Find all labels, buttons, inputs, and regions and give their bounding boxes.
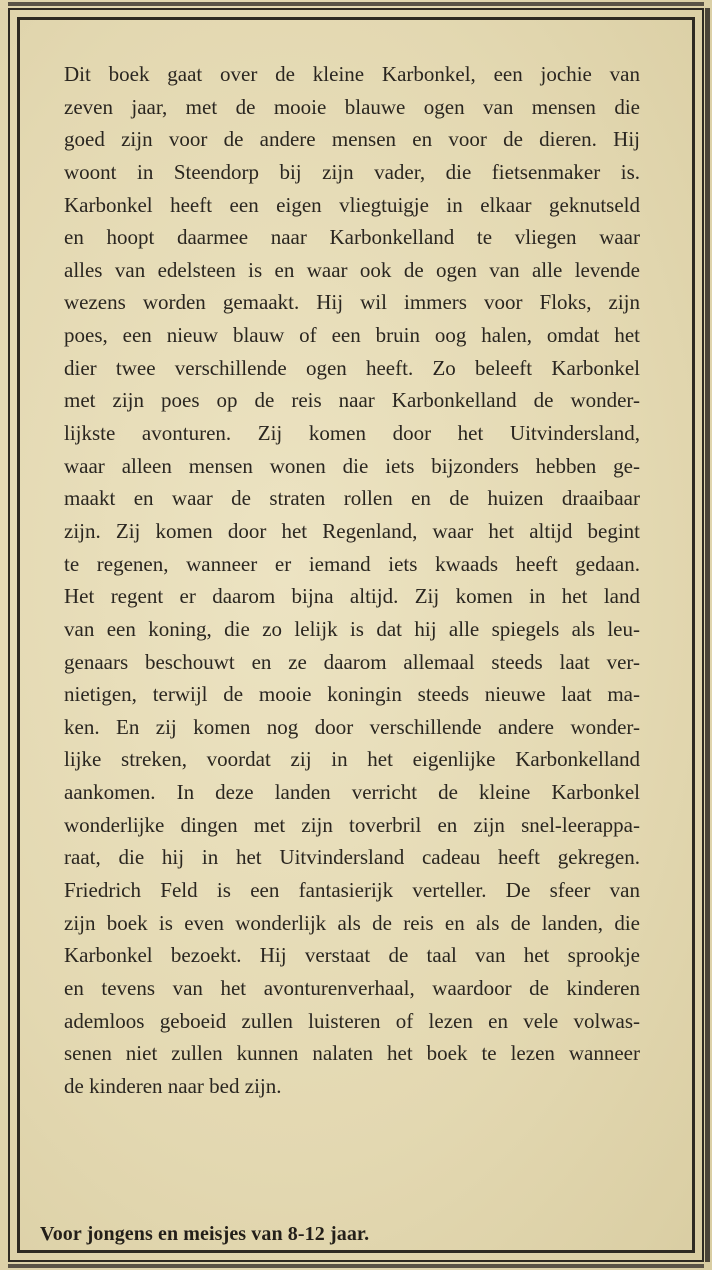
- description-line: Karbonkel heeft een eigen vliegtuigje in elkaar geknutseld: [64, 192, 640, 217]
- description-line: ademloos geboeid zullen luisteren of lezen en vele volwas-: [64, 1008, 640, 1033]
- book-description: [64, 58, 640, 1103]
- description-line: wezens worden gemaakt. Hij wil immers voor Floks, zijn: [64, 290, 640, 315]
- description-line: goed zijn voor de andere mensen en voor de dieren. Hij: [64, 127, 640, 152]
- description-line: lijke streken, voordat zij in het eigenlijke Karbonkelland: [64, 747, 640, 772]
- description-line: alles van edelsteen is en waar ook de ogen van alle levende: [64, 257, 640, 282]
- description-line: Dit boek gaat over de kleine Karbonkel, een jochie van: [64, 62, 640, 86]
- description-line: en tevens van het avonturenverhaal, waardoor de kinderen: [64, 975, 640, 1000]
- description-line: ken. En zij komen nog door verschillende andere wonder-: [64, 714, 640, 739]
- frame-right-edge: [705, 8, 710, 1262]
- description-line: waar alleen mensen wonen die iets bijzonders hebben ge-: [64, 453, 640, 478]
- description-line: zijn. Zij komen door het Regenland, waar het altijd begint: [64, 518, 640, 543]
- description-line: senen niet zullen kunnen nalaten het boek te lezen wanneer: [64, 1041, 640, 1066]
- description-line: de kinderen naar bed zijn.: [64, 1073, 282, 1098]
- description-line: maakt en waar de straten rollen en de huizen draaibaar: [64, 486, 640, 511]
- description-line: dier twee verschillende ogen heeft. Zo beleeft Karbonkel: [64, 355, 640, 380]
- description-line: en hoopt daarmee naar Karbonkelland te vliegen waar: [64, 225, 640, 250]
- description-line: poes, een nieuw blauw of een bruin oog halen, omdat het: [64, 323, 640, 348]
- age-recommendation: Voor jongens en meisjes van 8-12 jaar.: [40, 1223, 370, 1245]
- frame-bottom-edge: [8, 1264, 704, 1268]
- description-line: aankomen. In deze landen verricht de kleine Karbonkel: [64, 780, 640, 805]
- description-line: Het regent er daarom bijna altijd. Zij komen in het land: [64, 584, 640, 609]
- description-line: lijkste avonturen. Zij komen door het Uitvindersland,: [64, 421, 640, 446]
- description-line: genaars beschouwt en ze daarom allemaal steeds laat ver-: [64, 649, 640, 674]
- description-line: zijn boek is even wonderlijk als de reis en als de landen, die: [64, 910, 640, 935]
- description-line: nietigen, terwijl de mooie koningin steeds nieuwe laat ma-: [64, 682, 640, 707]
- description-line: met zijn poes op de reis naar Karbonkelland de wonder-: [64, 388, 640, 413]
- description-line: woont in Steendorp bij zijn vader, die fietsenmaker is.: [64, 159, 640, 184]
- frame-top-edge: [8, 2, 704, 6]
- description-line: zeven jaar, met de mooie blauwe ogen van mensen die: [64, 94, 640, 119]
- description-line: wonderlijke dingen met zijn toverbril en zijn snel-leerappa-: [64, 812, 640, 837]
- description-line: van een koning, die zo lelijk is dat hij alle spiegels als leu-: [64, 616, 640, 641]
- description-line: Friedrich Feld is een fantasierijk verteller. De sfeer van: [64, 878, 640, 903]
- description-line: te regenen, wanneer er iemand iets kwaads heeft gedaan.: [64, 551, 640, 576]
- description-line: Karbonkel bezoekt. Hij verstaat de taal van het sprookje: [64, 943, 640, 968]
- description-line: raat, die hij in het Uitvindersland cadeau heeft gekregen.: [64, 845, 640, 870]
